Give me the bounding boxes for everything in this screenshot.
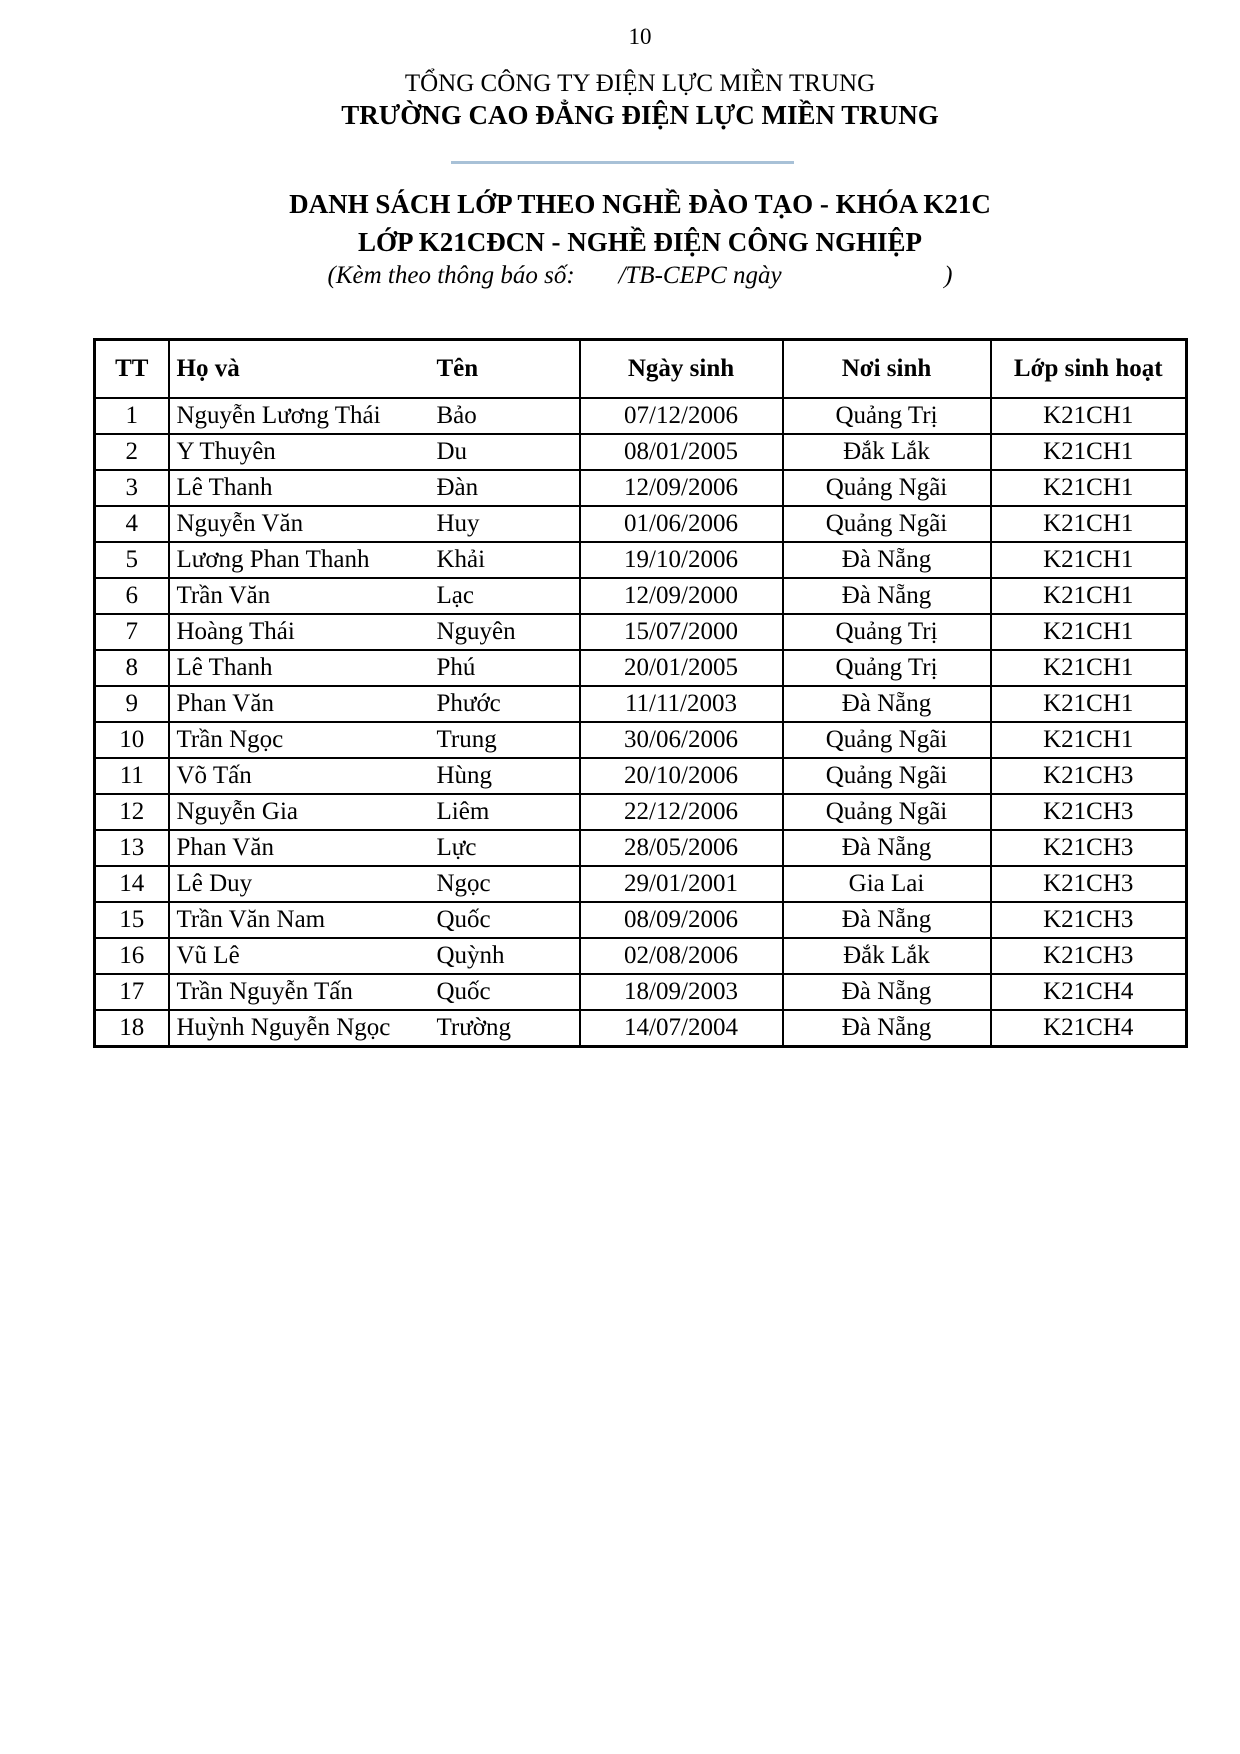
- cell-name: [169, 902, 580, 938]
- cell-family-name: Nguyễn Văn: [176, 510, 304, 537]
- table-row: [95, 434, 1187, 470]
- cell-given-name: Hùng: [436, 762, 493, 789]
- cell-class: K21CH3: [991, 794, 1187, 830]
- cell-given-name: Lực: [436, 834, 477, 861]
- cell-class: K21CH4: [991, 1010, 1187, 1047]
- cell-name: [169, 650, 580, 686]
- cell-family-name: Huỳnh Nguyễn Ngọc: [176, 1014, 391, 1041]
- cell-tt: 9: [95, 686, 169, 722]
- cell-name: [169, 686, 580, 722]
- col-header-family-name: Họ và: [176, 355, 240, 382]
- table-row: [95, 938, 1187, 974]
- cell-tt: 17: [95, 974, 169, 1010]
- cell-family-name: Trần Nguyễn Tấn: [176, 978, 353, 1005]
- cell-birthplace: Đà Nẵng: [783, 1010, 991, 1047]
- cell-birthdate: 29/01/2001: [580, 866, 783, 902]
- cell-class: K21CH1: [991, 578, 1187, 614]
- cell-birthdate: 14/07/2004: [580, 1010, 783, 1047]
- table-row: [95, 974, 1187, 1010]
- cell-tt: 3: [95, 470, 169, 506]
- cell-birthdate: 20/01/2005: [580, 650, 783, 686]
- cell-birthdate: 15/07/2000: [580, 614, 783, 650]
- cell-given-name: Trường: [436, 1014, 511, 1041]
- cell-name: [169, 614, 580, 650]
- cell-tt: 6: [95, 578, 169, 614]
- cell-name: [169, 1010, 580, 1047]
- table-row: [95, 830, 1187, 866]
- cell-birthdate: 18/09/2003: [580, 974, 783, 1010]
- cell-given-name: Đàn: [436, 474, 479, 501]
- cell-name: [169, 938, 580, 974]
- col-header-birthplace: Nơi sinh: [783, 340, 991, 399]
- cell-birthplace: Quảng Ngãi: [783, 794, 991, 830]
- cell-class: K21CH4: [991, 974, 1187, 1010]
- cell-class: K21CH3: [991, 758, 1187, 794]
- cell-class: K21CH1: [991, 614, 1187, 650]
- cell-class: K21CH3: [991, 866, 1187, 902]
- cell-name: [169, 722, 580, 758]
- cell-name: [169, 794, 580, 830]
- cell-birthdate: 08/01/2005: [580, 434, 783, 470]
- table-row: [95, 614, 1187, 650]
- cell-tt: 16: [95, 938, 169, 974]
- cell-tt: 2: [95, 434, 169, 470]
- cell-name: [169, 758, 580, 794]
- cell-class: K21CH1: [991, 722, 1187, 758]
- cell-family-name: Vũ Lê: [176, 942, 240, 969]
- cell-tt: 14: [95, 866, 169, 902]
- cell-family-name: Phan Văn: [176, 690, 274, 717]
- cell-class: K21CH1: [991, 398, 1187, 434]
- cell-birthplace: Quảng Trị: [783, 614, 991, 650]
- cell-given-name: Phú: [436, 654, 476, 681]
- cell-birthplace: Đà Nẵng: [783, 830, 991, 866]
- cell-given-name: Phước: [436, 690, 501, 717]
- cell-family-name: Trần Văn Nam: [176, 906, 326, 933]
- page-number: 10: [628, 24, 652, 49]
- cell-family-name: Trần Ngọc: [176, 726, 284, 753]
- table-row: [95, 542, 1187, 578]
- cell-family-name: Võ Tấn: [176, 762, 252, 789]
- cell-name: [169, 866, 580, 902]
- document-title-line2: LỚP K21CĐCN - NGHỀ ĐIỆN CÔNG NGHIỆP: [357, 227, 923, 257]
- cell-family-name: Phan Văn: [176, 834, 274, 861]
- cell-class: K21CH1: [991, 434, 1187, 470]
- cell-tt: 11: [95, 758, 169, 794]
- cell-name: [169, 506, 580, 542]
- cell-birthplace: Quảng Trị: [783, 398, 991, 434]
- cell-birthplace: Gia Lai: [783, 866, 991, 902]
- cell-tt: 12: [95, 794, 169, 830]
- cell-birthdate: 01/06/2006: [580, 506, 783, 542]
- table-row: [95, 722, 1187, 758]
- cell-class: K21CH1: [991, 542, 1187, 578]
- cell-tt: 4: [95, 506, 169, 542]
- cell-family-name: Trần Văn: [176, 582, 271, 609]
- cell-birthplace: Đà Nẵng: [783, 578, 991, 614]
- cell-given-name: Lạc: [436, 582, 474, 609]
- cell-family-name: Lê Thanh: [176, 654, 273, 681]
- cell-birthplace: Đà Nẵng: [783, 686, 991, 722]
- cell-birthdate: 20/10/2006: [580, 758, 783, 794]
- cell-birthdate: 07/12/2006: [580, 398, 783, 434]
- cell-family-name: Y Thuyên: [176, 438, 276, 465]
- cell-birthdate: 28/05/2006: [580, 830, 783, 866]
- cell-given-name: Liêm: [436, 798, 490, 825]
- cell-birthplace: Đà Nẵng: [783, 974, 991, 1010]
- cell-tt: 1: [95, 398, 169, 434]
- cell-name: [169, 578, 580, 614]
- cell-birthdate: 12/09/2006: [580, 470, 783, 506]
- cell-birthdate: 12/09/2000: [580, 578, 783, 614]
- cell-birthdate: 11/11/2003: [580, 686, 783, 722]
- cell-family-name: Lê Thanh: [176, 474, 273, 501]
- cell-class: K21CH3: [991, 938, 1187, 974]
- cell-name: [169, 470, 580, 506]
- col-header-birthdate: Ngày sinh: [580, 340, 783, 399]
- table-row: [95, 1010, 1187, 1047]
- header-row: [95, 340, 1187, 399]
- cell-birthplace: Quảng Trị: [783, 650, 991, 686]
- org-name-school: TRƯỜNG CAO ĐẲNG ĐIỆN LỰC MIỀN TRUNG: [341, 100, 939, 130]
- col-header-name: [169, 340, 580, 399]
- student-table-body: [95, 398, 1187, 1047]
- cell-given-name: Trung: [436, 726, 497, 753]
- cell-tt: 7: [95, 614, 169, 650]
- cell-family-name: Nguyễn Gia: [176, 798, 298, 825]
- cell-birthplace: Quảng Ngãi: [783, 758, 991, 794]
- cell-given-name: Quốc: [436, 978, 491, 1005]
- table-row: [95, 902, 1187, 938]
- org-name-parent: TỔNG CÔNG TY ĐIỆN LỰC MIỀN TRUNG: [404, 70, 876, 97]
- table-row: [95, 866, 1187, 902]
- cell-tt: 18: [95, 1010, 169, 1047]
- cell-class: K21CH1: [991, 506, 1187, 542]
- cell-birthplace: Quảng Ngãi: [783, 722, 991, 758]
- cell-class: K21CH3: [991, 902, 1187, 938]
- table-row: [95, 650, 1187, 686]
- cell-birthdate: 22/12/2006: [580, 794, 783, 830]
- table-row: [95, 398, 1187, 434]
- cell-birthplace: Quảng Ngãi: [783, 506, 991, 542]
- cell-class: K21CH1: [991, 650, 1187, 686]
- cell-birthplace: Đắk Lắk: [783, 938, 991, 974]
- cell-birthdate: 19/10/2006: [580, 542, 783, 578]
- cell-name: [169, 974, 580, 1010]
- cell-name: [169, 398, 580, 434]
- cell-birthplace: Đà Nẵng: [783, 542, 991, 578]
- cell-given-name: Nguyên: [436, 618, 516, 645]
- cell-given-name: Quỳnh: [436, 942, 505, 969]
- cell-given-name: Khải: [436, 546, 486, 573]
- col-header-given-name: Tên: [436, 355, 479, 382]
- student-table-head: [95, 340, 1187, 399]
- cell-birthplace: Đắk Lắk: [783, 434, 991, 470]
- cell-family-name: Nguyễn Lương Thái: [176, 402, 381, 429]
- table-row: [95, 758, 1187, 794]
- student-table: [93, 338, 1188, 1048]
- cell-class: K21CH1: [991, 686, 1187, 722]
- cell-class: K21CH3: [991, 830, 1187, 866]
- cell-given-name: Ngọc: [436, 870, 491, 897]
- cell-family-name: Lương Phan Thanh: [176, 546, 370, 573]
- cell-given-name: Du: [436, 438, 468, 465]
- cell-family-name: Hoàng Thái: [176, 618, 295, 645]
- cell-birthdate: 30/06/2006: [580, 722, 783, 758]
- cell-given-name: Bảo: [436, 402, 477, 429]
- cell-name: [169, 830, 580, 866]
- col-header-class: Lớp sinh hoạt: [991, 340, 1187, 399]
- header-underline: [451, 161, 794, 164]
- cell-tt: 10: [95, 722, 169, 758]
- cell-tt: 15: [95, 902, 169, 938]
- cell-tt: 5: [95, 542, 169, 578]
- cell-name: [169, 542, 580, 578]
- cell-family-name: Lê Duy: [176, 870, 253, 897]
- table-row: [95, 506, 1187, 542]
- table-row: [95, 794, 1187, 830]
- cell-given-name: Huy: [436, 510, 480, 537]
- table-row: [95, 470, 1187, 506]
- cell-given-name: Quốc: [436, 906, 491, 933]
- cell-tt: 8: [95, 650, 169, 686]
- cell-class: K21CH1: [991, 470, 1187, 506]
- cell-birthdate: 02/08/2006: [580, 938, 783, 974]
- table-row: [95, 686, 1187, 722]
- cell-tt: 13: [95, 830, 169, 866]
- cell-birthplace: Đà Nẵng: [783, 902, 991, 938]
- cell-birthplace: Quảng Ngãi: [783, 470, 991, 506]
- document-title-line1: DANH SÁCH LỚP THEO NGHỀ ĐÀO TẠO - KHÓA K21C: [289, 189, 991, 219]
- cell-birthdate: 08/09/2006: [580, 902, 783, 938]
- attachment-note: (Kèm theo thông báo số: /TB-CEPC ngày ): [327, 262, 953, 289]
- cell-name: [169, 434, 580, 470]
- table-row: [95, 578, 1187, 614]
- col-header-tt: TT: [95, 340, 169, 399]
